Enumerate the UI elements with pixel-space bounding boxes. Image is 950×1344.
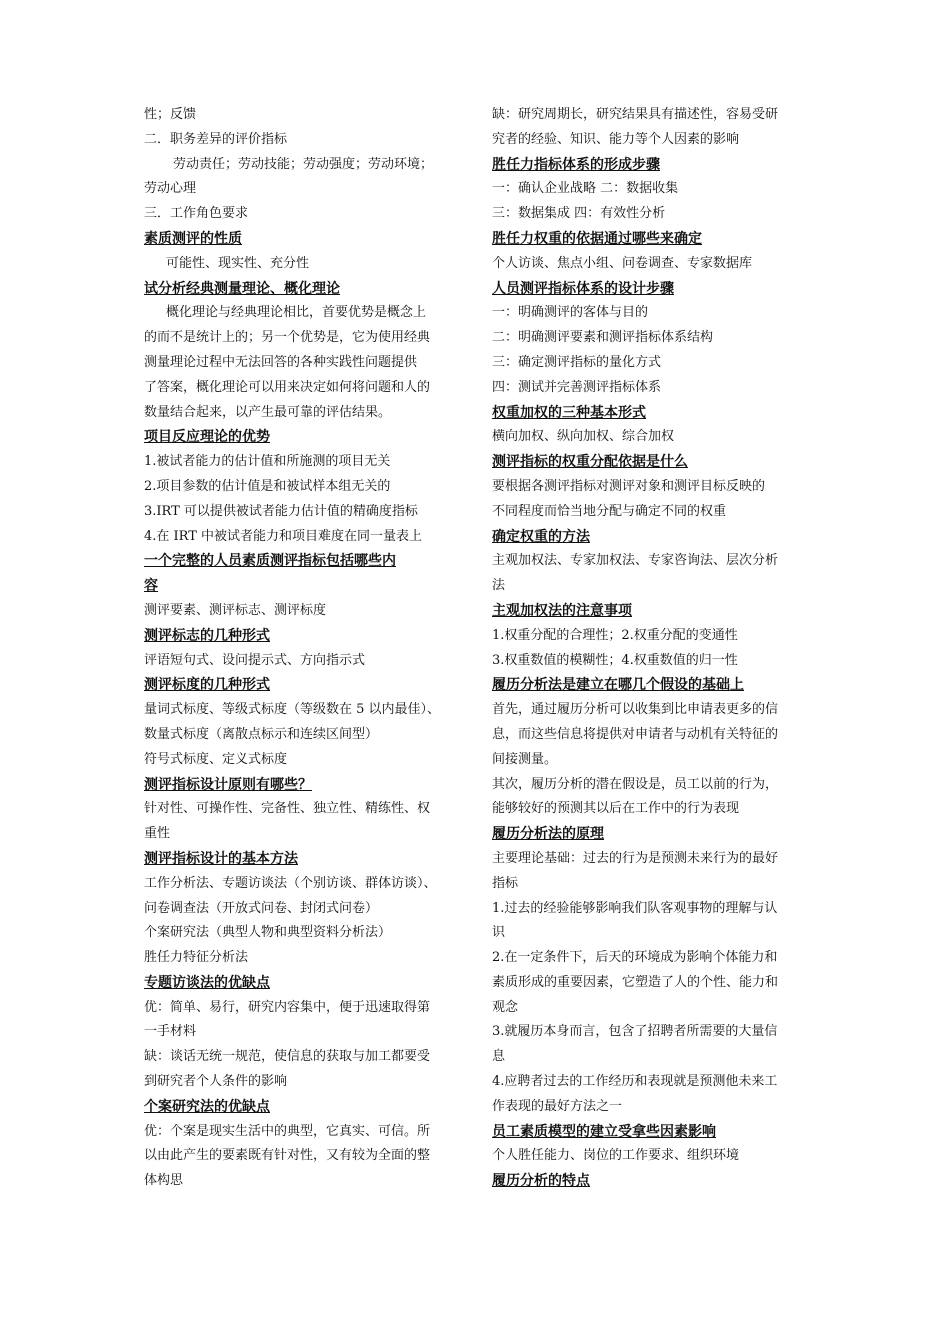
section-heading: 测评标志的几种形式 (144, 627, 270, 644)
section-heading: 测评指标设计原则有哪些？ (144, 776, 312, 793)
body-text-line: 测评要素、测评标志、测评标度 (144, 602, 327, 618)
body-text-line: 横向加权、纵向加权、综合加权 (492, 429, 675, 445)
body-text-line: 间接测量。 (492, 751, 558, 767)
body-text-line: 观念 (492, 999, 519, 1015)
body-text-line: 3.权重数值的模糊性；4.权重数值的归一性 (492, 652, 738, 668)
body-text-line: 二．职务差异的评价指标 (144, 131, 288, 147)
body-text-line: 问卷调查法（开放式问卷、封闭式问卷） (144, 900, 379, 916)
body-text-line: 三：数据集成 四：有效性分析 (492, 206, 666, 222)
section-heading: 履历分析法的原理 (492, 826, 604, 843)
body-text-line: 缺：研究周期长，研究结果具有描述性，容易受研 (492, 107, 779, 122)
body-text-line: 劳动责任；劳动技能；劳动强度；劳动环境； (173, 156, 434, 172)
body-text-line: 一：确认企业战略 二：数据收集 (492, 181, 679, 197)
body-text-line: 息 (492, 1049, 506, 1065)
body-text-line: 个案研究法（典型人物和典型资料分析法） (144, 925, 392, 941)
body-text-line: 可能性、现实性、充分性 (166, 255, 310, 271)
body-text-line: 主要理论基础：过去的行为是预测未来行为的最好 (492, 850, 779, 866)
section-heading: 专题访谈法的优缺点 (144, 974, 270, 991)
right-column (492, 103, 810, 1194)
body-text-line: 量词式标度、等级式标度（等级数在 5 以内最佳）、 (144, 702, 441, 718)
body-text-line: 1.过去的经验能够影响我们队客观事物的理解与认 (492, 900, 778, 916)
body-text-line: 不同程度而恰当地分配与确定不同的权重 (492, 503, 727, 519)
body-text-line: 测量理论过程中无法回答的各种实践性问题提供 (144, 354, 418, 370)
body-text-line: 数量结合起来，以产生最可靠的评估结果。 (144, 404, 392, 420)
section-heading: 胜任力权重的依据通过哪些来确定 (492, 230, 702, 247)
body-text-line: 4.在 IRT 中被试者能力和项目难度在同一量表上 (144, 528, 423, 544)
body-text-line: 三：确定测评指标的量化方式 (492, 354, 662, 370)
body-text-line: 法 (492, 578, 506, 594)
body-text-line: 1.权重分配的合理性；2.权重分配的变通性 (492, 627, 738, 643)
body-text-line: 个人访谈、焦点小组、问卷调查、专家数据库 (492, 255, 753, 271)
body-text-line: 一手材料 (144, 1024, 197, 1040)
body-text-line: 四：测试并完善测评指标体系 (492, 379, 662, 395)
body-text-line: 主观加权法、专家加权法、专家咨询法、层次分析 (492, 553, 779, 569)
body-text-line: 胜任力特征分析法 (144, 950, 249, 966)
body-text-line: 评语短句式、设问提示式、方向指示式 (144, 652, 366, 668)
left-column (144, 103, 462, 1194)
section-heading: 权重加权的三种基本形式 (492, 404, 646, 421)
body-text-line: 到研究者个人条件的影响 (144, 1074, 288, 1090)
body-text-line: 缺：谈话无统一规范，使信息的获取与加工都要受 (144, 1049, 431, 1065)
section-heading: 素质测评的性质 (144, 230, 242, 247)
body-text-line: 2.在一定条件下，后天的环境成为影响个体能力和 (492, 950, 778, 966)
section-heading: 胜任力指标体系的形成步骤 (492, 156, 660, 173)
body-text-line: 体构思 (144, 1173, 184, 1189)
body-text-line: 劳动心理 (144, 181, 197, 197)
section-heading: 测评指标的权重分配依据是什么 (492, 454, 688, 471)
section-heading: 人员测评指标体系的设计步骤 (492, 280, 674, 297)
body-text-line: 作表现的最好方法之一 (492, 1098, 623, 1114)
body-text-line: 4.应聘者过去的工作经历和表现就是预测他未来工 (492, 1074, 778, 1090)
body-text-line: 了答案，概化理论可以用来决定如何将问题和人的 (144, 379, 431, 395)
section-heading: 测评标度的几种形式 (144, 677, 270, 694)
section-heading: 主观加权法的注意事项 (492, 602, 632, 619)
body-text-line: 三．工作角色要求 (144, 206, 249, 222)
body-text-line: 工作分析法、专题访谈法（个别访谈、群体访谈）、 (144, 875, 437, 891)
body-text-line: 能够较好的预测其以后在工作中的行为表现 (492, 801, 740, 817)
body-text-line: 的而不是统计上的；另一个优势是，它为使用经典 (144, 330, 431, 346)
section-heading: 履历分析法是建立在哪几个假设的基础上 (492, 677, 744, 694)
body-text-line: 3.IRT 可以提供被试者能力估计值的精确度指标 (144, 503, 418, 519)
body-text-line: 一：明确测评的客体与目的 (492, 305, 649, 321)
section-heading: 员工素质模型的建立受拿些因素影响 (492, 1123, 716, 1140)
body-text-line: 以由此产生的要素既有针对性，又有较为全面的整 (144, 1148, 431, 1164)
section-heading: 试分析经典测量理论、概化理论 (144, 280, 340, 297)
body-text-line: 素质形成的重要因素，它塑造了人的个性、能力和 (492, 974, 779, 990)
body-text-line: 数量式标度（离散点标示和连续区间型） (144, 726, 379, 742)
body-text-line: 个人胜任能力、岗位的工作要求、组织环境 (492, 1148, 740, 1164)
body-text-line: 指标 (492, 875, 519, 891)
body-text-line: 1.被试者能力的估计值和所施测的项目无关 (144, 454, 391, 470)
body-text-line: 3.就履历本身而言，包含了招聘者所需要的大量信 (492, 1024, 778, 1040)
body-text-line: 要根据各测评指标对测评对象和测评目标反映的 (492, 478, 766, 494)
body-text-line: 概化理论与经典理论相比，首要优势是概念上 (166, 305, 427, 321)
body-text-line: 优：简单、易行，研究内容集中，便于迅速取得第 (144, 999, 431, 1015)
body-text-line: 首先，通过履历分析可以收集到比申请表更多的信 (492, 702, 779, 718)
body-text-line: 2.项目参数的估计值是和被试样本组无关的 (144, 478, 391, 494)
body-text-line: 符号式标度、定义式标度 (144, 751, 288, 767)
body-text-line: 息，而这些信息将提供对申请者与动机有关特征的 (492, 726, 779, 742)
section-heading: 项目反应理论的优势 (144, 429, 270, 446)
body-text-line: 究者的经验、知识、能力等个人因素的影响 (492, 131, 740, 147)
section-heading: 个案研究法的优缺点 (144, 1098, 270, 1115)
body-text-line: 重性 (144, 826, 171, 842)
body-text-line: 其次，履历分析的潜在假设是，员工以前的行为， (492, 776, 779, 792)
section-heading: 确定权重的方法 (492, 528, 590, 545)
body-text-line: 性；反馈 (144, 107, 197, 122)
body-text-line: 针对性、可操作性、完备性、独立性、精练性、权 (144, 801, 431, 817)
section-heading: 测评指标设计的基本方法 (144, 850, 298, 867)
body-text-line: 识 (492, 925, 506, 941)
section-heading: 一个完整的人员素质测评指标包括哪些内 (144, 553, 396, 570)
body-text-line: 优：个案是现实生活中的典型，它真实、可信。所 (144, 1123, 431, 1139)
section-heading: 容 (144, 578, 158, 595)
section-heading: 履历分析的特点 (492, 1173, 590, 1190)
body-text-line: 二：明确测评要素和测评指标体系结构 (492, 330, 714, 346)
